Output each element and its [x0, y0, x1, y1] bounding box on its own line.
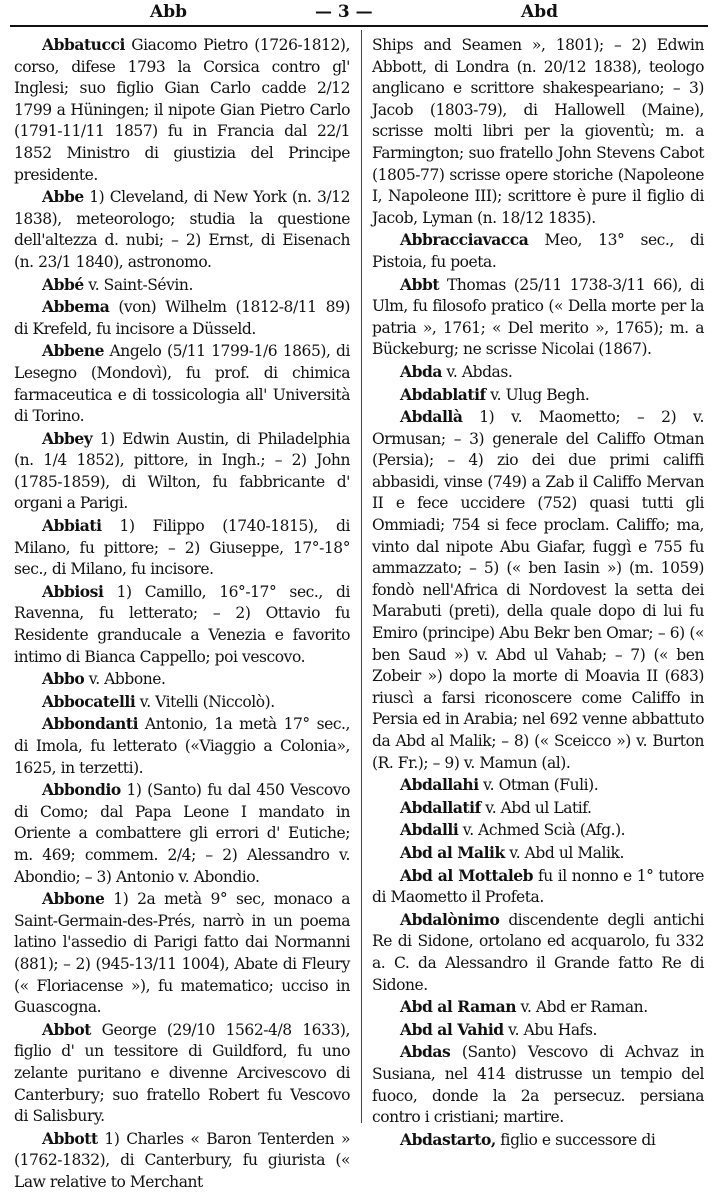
entry: Abbo v. Abbone. [42, 669, 166, 689]
entry: Abdastarto, figlio e successore di [400, 1129, 656, 1149]
entry: Abbema (von) Wilhelm (1812-8/11 89) di Krefeld, fu incisore a Düsseld. [14, 297, 350, 338]
entry: Abbiati 1) Filippo (1740-1815), di Milano, fu pittore; – 2) Giuseppe, 17°-18° sec., di Milano, fu incisore. [14, 516, 350, 579]
entry: Abbe 1) Cleveland, di New York (n. 3/12 1838), meteorologo; studia la questione dell'altezza d. nubi; – 2) Ernst, di Eisenach (n. 23/1 1840), astronomo. [14, 187, 350, 271]
entry: Abdablatif v. Ulug Begh. [400, 384, 590, 404]
entry: Abbiosi 1) Camillo, 16°-17° sec., di Ravenna, fu letterato; – 2) Ottavio fu Residente granducale a Venezia e favorito intimo di Bianca Cappello; poi vescovo. [14, 581, 350, 666]
header-left: Abb [150, 2, 187, 22]
right-column [372, 34, 704, 1151]
entry: Abbatucci Giacomo Pietro (1726-1812), corso, difese 1793 la Corsica contro gl' Inglesi; suo figlio Gian Carlo cadde 2/12 1799 a Hüningen; il nipote Gian Pietro Carlo (1791-11/11 1857) fu in Francia dal 22/1 1852 Ministro di giustizia del Principe presidente. [14, 35, 350, 184]
entry: Abbracciavacca Meo, 13° sec., di Pistoia, fu poeta. [372, 230, 704, 271]
entry: Abd al Vahid v. Abu Hafs. [400, 1019, 597, 1039]
entry: Abbondio 1) (Santo) fu dal 450 Vescovo di Como; dal Papa Leone I mandato in Oriente a combattere gli errori d' Eutiche; m. 469; commem. 2/4; – 2) Alessandro v. Abondio; – 3) Antonio v. Abondio. [14, 780, 350, 886]
entry: Abdas (Santo) Vescovo di Achvaz in Susiana, nel 414 distrusse un tempio del fuoco, donde la 2a persecuz. persiana contro i cristiani; martire. [372, 1042, 704, 1127]
entry: Abdalli v. Achmed Scià (Afg.). [400, 820, 626, 840]
page-header [0, 0, 718, 26]
left-column [14, 34, 350, 1193]
entry: Abbot George (29/10 1562-4/8 1633), figlio d' un tessitore di Guildford, fu uno zelante puritano e divenne Arcivescovo di Canterbury; suo fratello Robert fu Vescovo di Salisbury. [14, 1019, 350, 1126]
page-number: — 3 — [315, 2, 373, 22]
entry: Abdallatif v. Abd ul Latif. [400, 797, 592, 817]
entry: Abbey 1) Edwin Austin, di Philadelphia (n. 1/4 1852), pittore, in Ingh.; – 2) John (1785-1859), di Wilton, fu fabbricante d' organi a Parigi. [14, 428, 350, 513]
entry: Abd al Raman v. Abd er Raman. [400, 997, 648, 1017]
entry: Abbene Angelo (5/11 1799-1/6 1865), di Lesegno (Mondovì), fu prof. di chimica farmaceutica e di tossicologia all' Università di Torino. [14, 341, 350, 426]
entry: Abbocatelli v. Vitelli (Niccolò). [42, 691, 275, 711]
entry: Abbondanti Antonio, 1a metà 17° sec., di Imola, fu letterato («Viaggio a Colonia», 1625, in terzetti). [14, 714, 350, 777]
header-rule [10, 25, 708, 27]
entry: Abbt Thomas (25/11 1738-3/11 66), di Ulm, fu filosofo pratico (« Della morte per la patria », 1761; « Del merito », 1765); m. a Bückeburg; ne scrisse Nicolai (1867). [372, 274, 704, 359]
entry: Abda v. Abdas. [400, 361, 513, 381]
entry-continuation: Ships and Seamen », 1801); – 2) Edwin Abbott, di Londra (n. 20/12 1838), teologo anglicano e scrittore shakespeariano; – 3) Jacob (1803-79), di Hallowell (Maine), scrisse molti libri per la gioventù; m. a Farmington; suo fratello John Stevens Cabot (1805-77) scrisse opere storiche (Napoleone I, Napoleone III); scrittore è pure il figlio di Jacob, Lyman (n. 18/12 1835). [372, 36, 704, 227]
entry: Abbott 1) Charles « Baron Tenterden » (1762-1832), di Canterbury, fu giurista (« Law relative to Merchant [14, 1128, 350, 1191]
entry: Abd al Mottaleb fu il nonno e 1° tutore di Maometto il Profeta. [372, 865, 704, 907]
entry: Abbé v. Saint-Sévin. [42, 274, 193, 294]
column-divider [361, 30, 362, 1123]
entry: Abdalònimo discendente degli antichi Re di Sidone, ortolano ed acquarolo, fu 332 a. C. da Alessandro il Grande fatto Re di Sidone. [372, 909, 704, 994]
header-right: Abd [521, 2, 558, 22]
entry: Abbone 1) 2a metà 9° sec, monaco a Saint-Germain-des-Prés, narrò in un poema latino l'assedio di Parigi fatto dai Normanni (881); – 2) (945-13/11 1004), Abate di Fleury (« Floriacense »), fu matematico; ucciso in Guascogna. [14, 889, 350, 1017]
entry: Abdallà 1) v. Maometto; – 2) v. Ormusan; – 3) generale del Califfo Otman (Persia); – 4) zio dei due primi califfi abbasidi, vinse (749) a Zab il Califfo Mervan II e fece uccidere (752) quasi tutti gli Ommiadi; 754 si fece proclam. Califfo; ma, vinto dal nipote Abu Giafar, fuggì e 755 fu ammazzato; – 5) (« ben Iasin ») (m. 1059) fondò nell'Africa di Nordovest la setta dei Marabuti (preti), della quale dopo di lui fu Emiro (principe) Abu Bekr ben Omar; – 6) (« ben Saud ») v. Abd ul Vahab; – 7) (« ben Zobeir ») dopo la morte di Moavia II (683) riuscì a farsi riconoscere come Califfo in Persia ed in Arabia; nel 692 venne abbattuto da Abd al Malik; – 8) (« Sceicco ») v. Burton (R. Fr.); – 9) v. Mamun (al). [372, 407, 704, 772]
entry: Abdallahi v. Otman (Fuli). [400, 775, 599, 795]
entry: Abd al Malik v. Abd ul Malik. [400, 842, 624, 862]
